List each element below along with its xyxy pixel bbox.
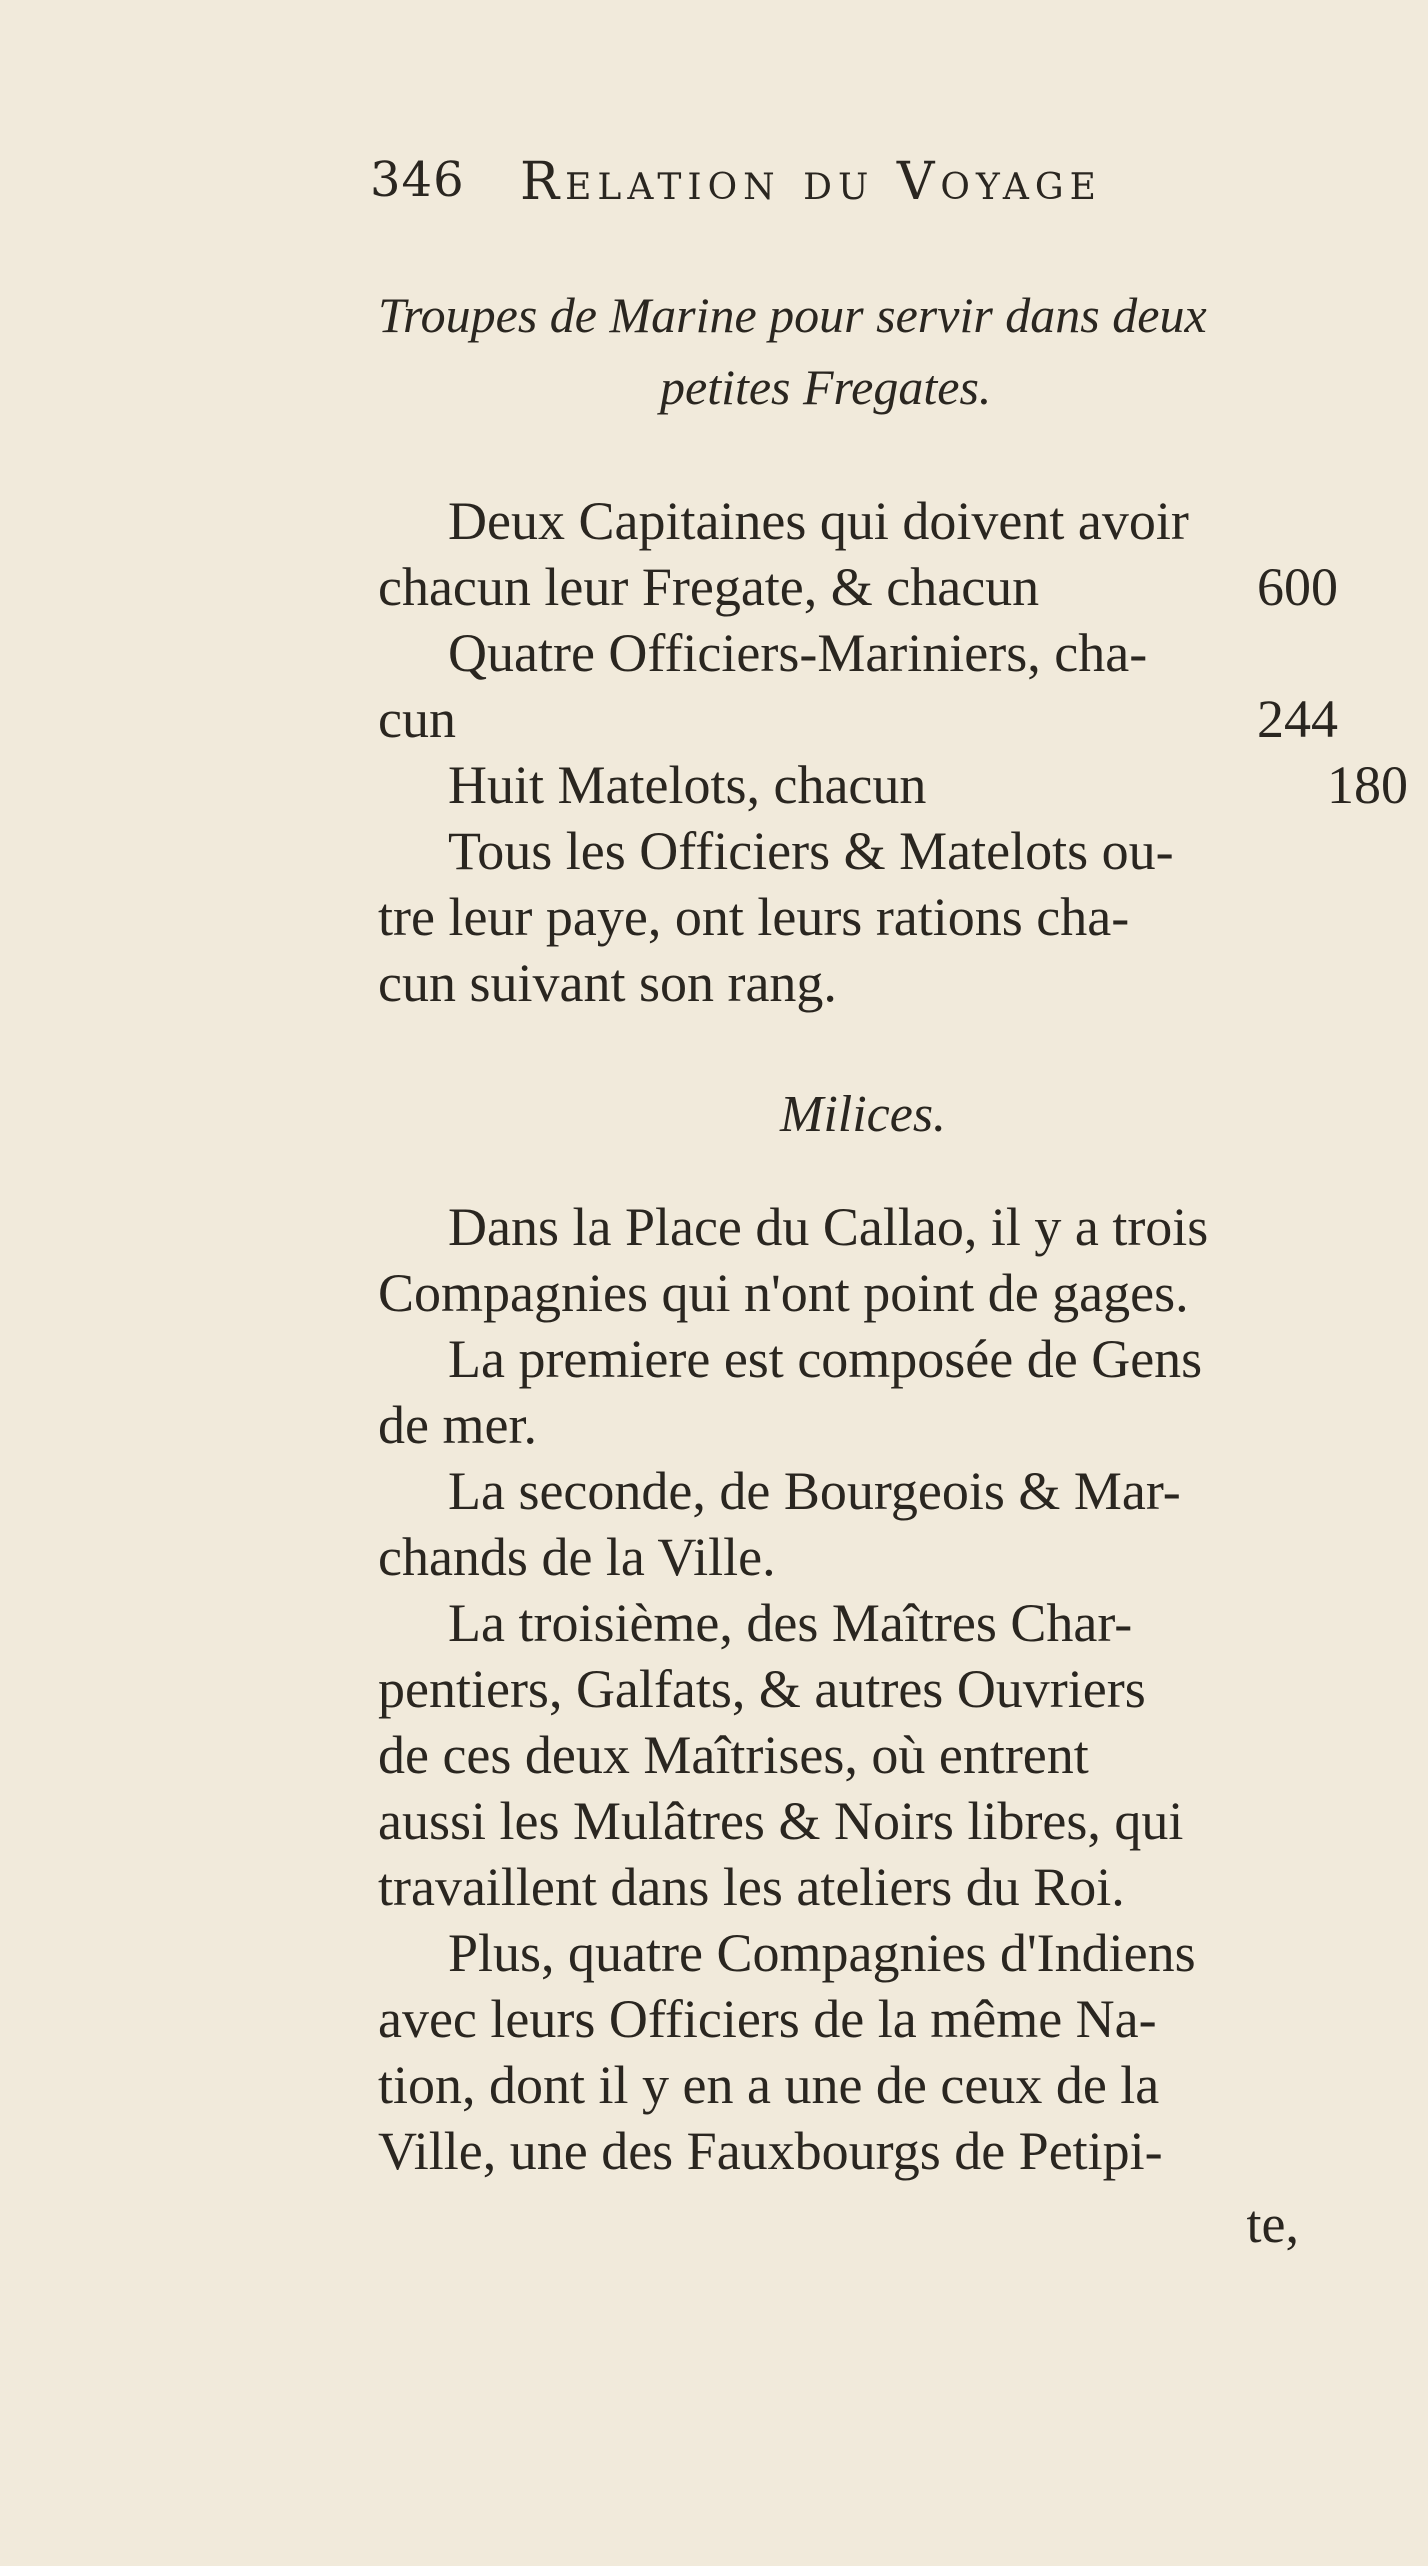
page-header (370, 152, 1230, 222)
amount-value: 180 (1327, 755, 1408, 815)
text-line: Dans la Place du Callao, il y a trois (448, 1197, 1209, 1257)
text-line: de mer. (378, 1395, 537, 1455)
page-number: 346 (370, 152, 465, 208)
text-line: travaillent dans les ateliers du Roi. (378, 1857, 1125, 1917)
text-line: aussi les Mulâtres & Noirs libres, qui (378, 1791, 1184, 1851)
text-line: tre leur paye, ont leurs rations cha- (378, 887, 1130, 947)
text-line: Plus, quatre Compagnies d'Indiens (448, 1923, 1196, 1983)
text-line: de ces deux Maîtrises, où entrent (378, 1725, 1089, 1785)
text-line: La troisième, des Maîtres Char- (448, 1593, 1133, 1653)
text-line: La premiere est composée de Gens (448, 1329, 1203, 1389)
catchword: te, (1246, 2194, 1299, 2254)
section-title-line1: Troupes de Marine pour servir dans deux (378, 287, 1207, 343)
amount-value: 244 (1257, 689, 1338, 749)
text-line: pentiers, Galfats, & autres Ouvriers (378, 1659, 1146, 1719)
text-line: Ville, une des Fauxbourgs de Petipi- (378, 2121, 1163, 2181)
section-title-line2: petites Fregates. (660, 359, 992, 415)
text-line: Quatre Officiers-Mariniers, cha- (448, 623, 1148, 683)
text-line: cun 244 (378, 689, 1338, 749)
text-line: Huit Matelots, chacun 180 (448, 755, 1408, 815)
amount-value: 600 (1257, 557, 1338, 617)
text-line: cun suivant son rang. (378, 953, 837, 1013)
text-line: chands de la Ville. (378, 1527, 776, 1587)
running-head: Relation du Voyage (520, 152, 1102, 212)
text-line: chacun leur Fregate, & chacun 600 (378, 557, 1338, 617)
text-line: avec leurs Officiers de la même Na- (378, 1989, 1157, 2049)
section-title-milices: Milices. (780, 1086, 947, 1143)
text-line: La seconde, de Bourgeois & Mar- (448, 1461, 1181, 1521)
text-line: tion, dont il y en a une de ceux de la (378, 2055, 1160, 2115)
text-line: Tous les Officiers & Matelots ou- (448, 821, 1174, 881)
text-line: Compagnies qui n'ont point de gages. (378, 1263, 1189, 1323)
text-line: Deux Capitaines qui doivent avoir (448, 491, 1189, 551)
